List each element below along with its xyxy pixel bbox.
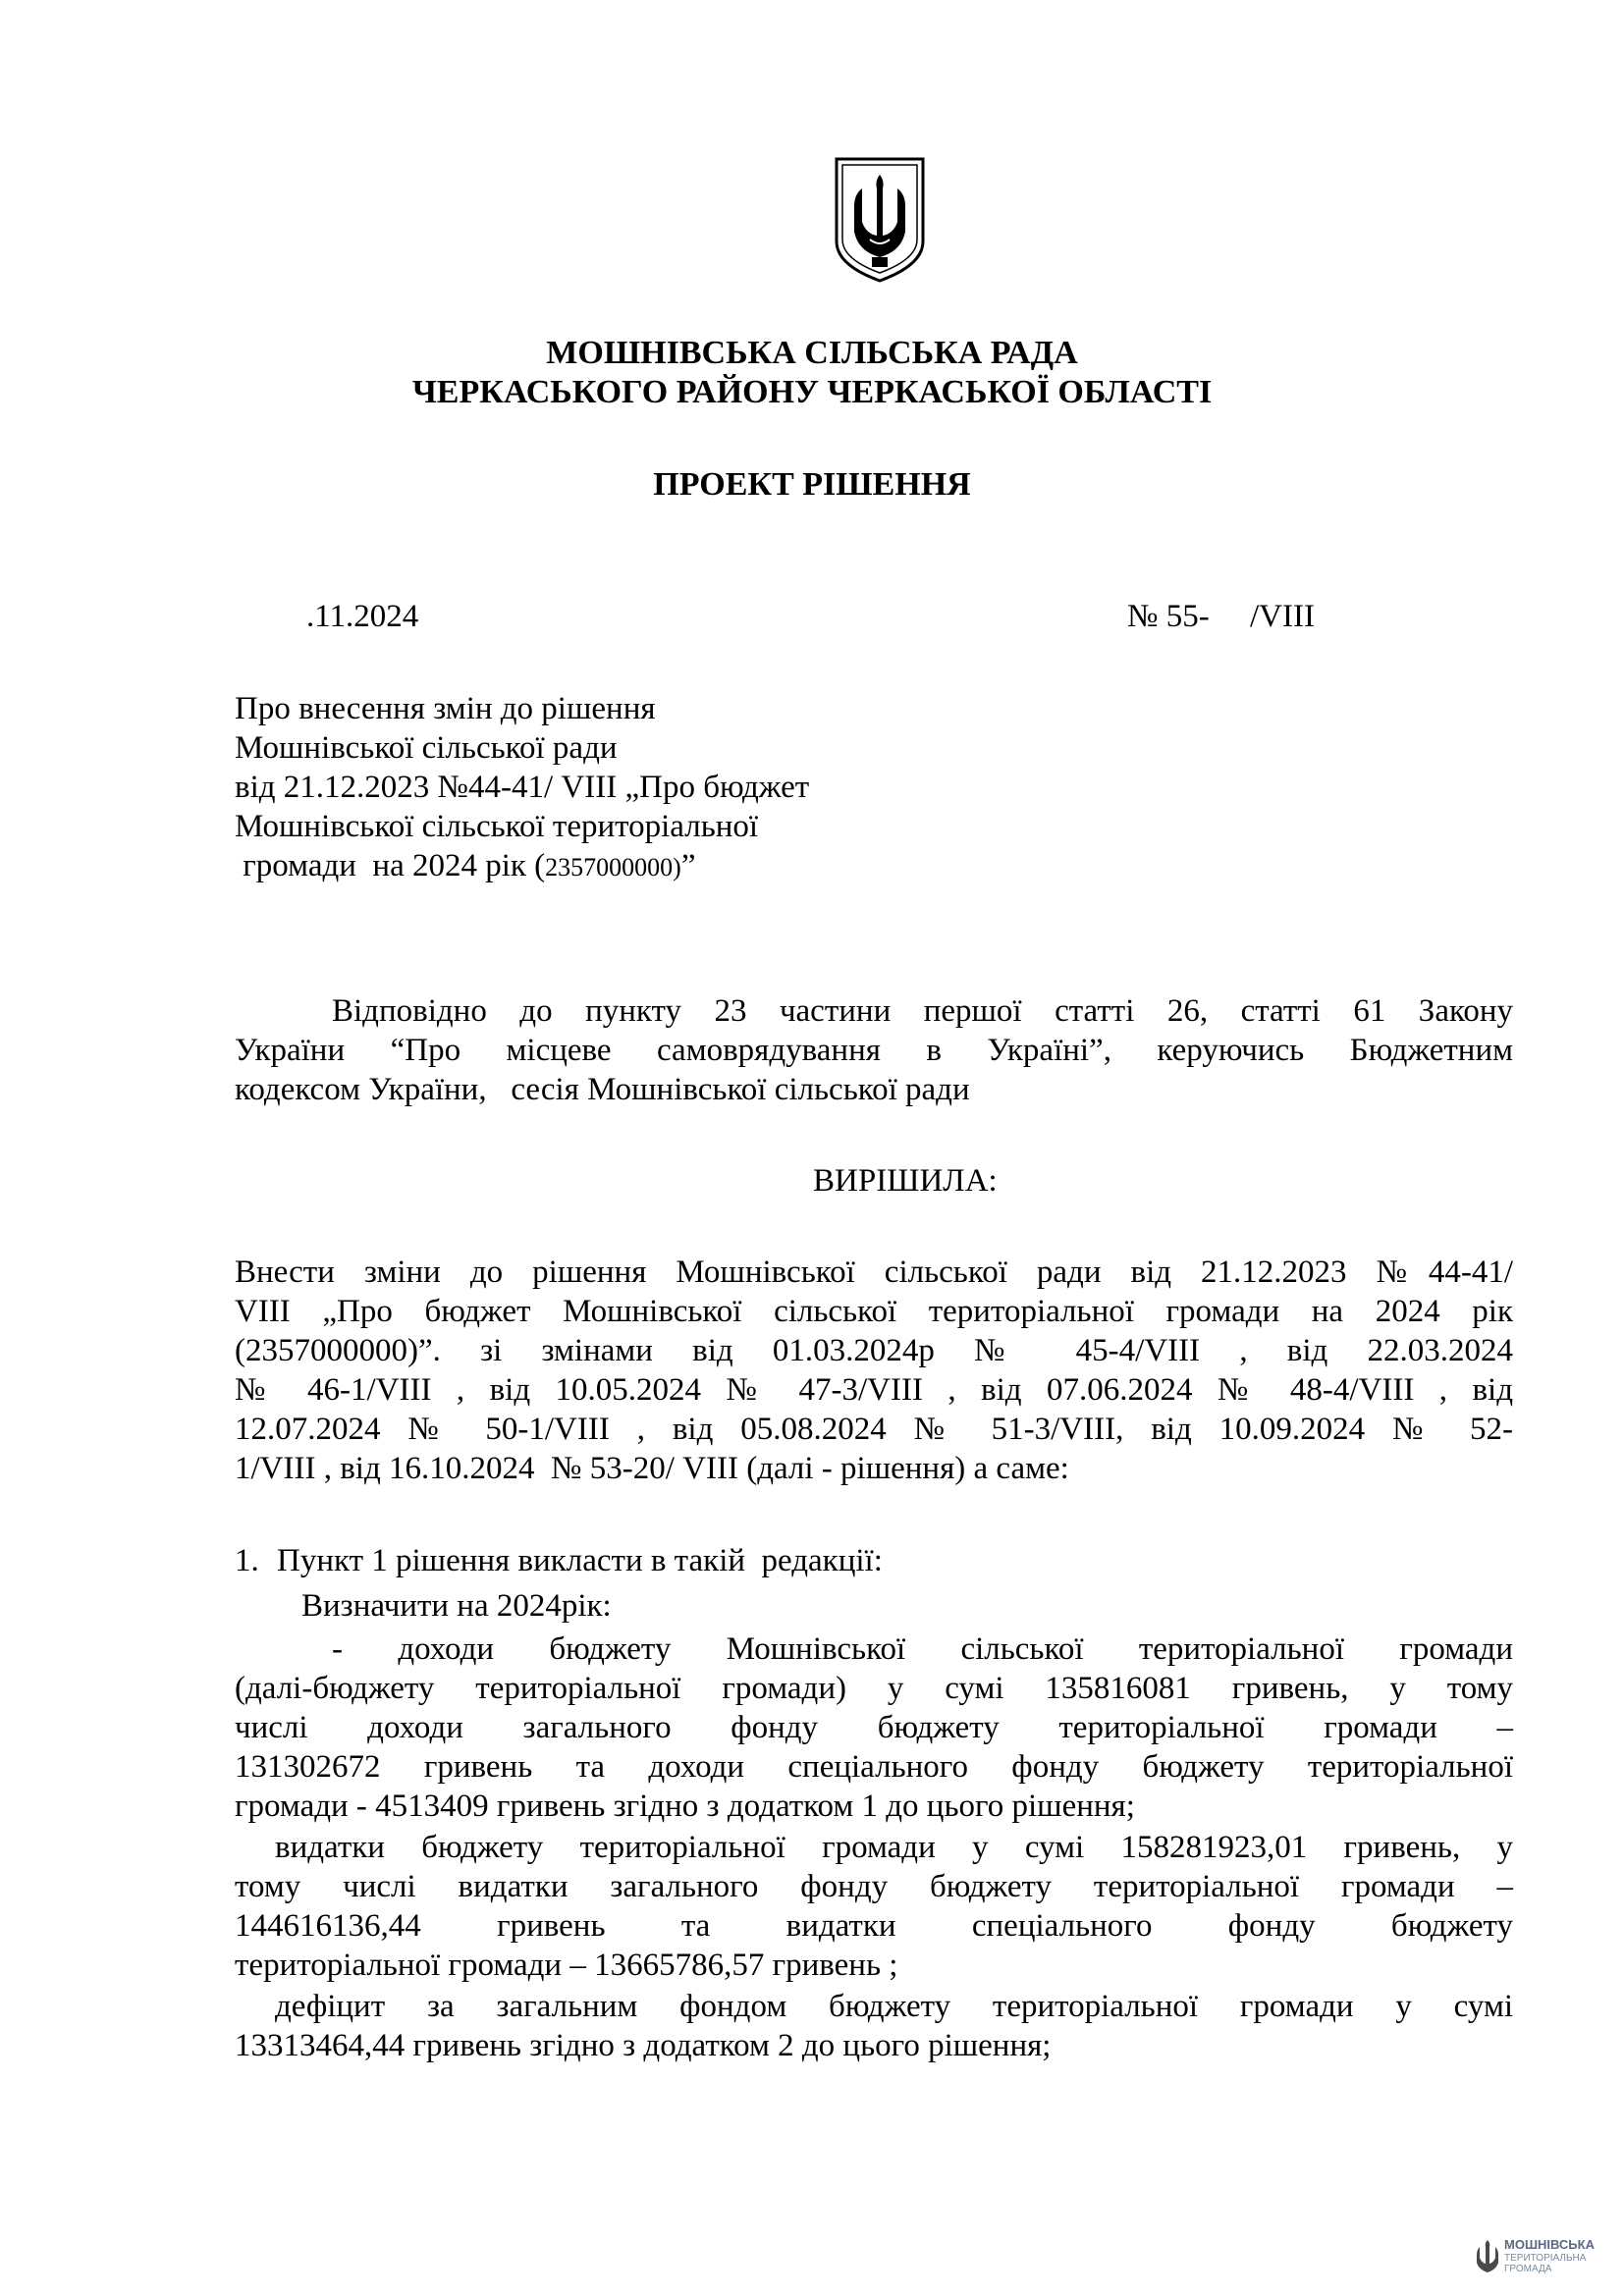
expenses-line: 144616136,44 гривень та видатки спеціального фонду бюджету [235,1908,1513,1944]
expenses-line: тому числі видатки загального фонду бюджету територіальної громади – [235,1869,1513,1904]
income-line: громади - 4513409 гривень згідно з додатком 1 до цього рішення; [235,1789,1135,1824]
coat-of-arms-icon [833,155,927,285]
income-line: (далі-бюджету територіальної громади) у сумі 135816081 гривень, у тому [235,1671,1513,1706]
logo-subtitle: ГРОМАДА [1504,2264,1552,2274]
amendment-line: № 46-1/VIII , від 10.05.2024 № 47-3/VIII , від 07.06.2024 № 48-4/VIII , від [235,1372,1513,1408]
preamble-line: Відповідно до пункту 23 частини першої статті 26, статті 61 Закону [332,993,1513,1029]
community-logo [1475,2236,1612,2281]
subject-line-text: громади на 2024 рік ( [235,848,546,883]
resolved-heading: ВИРІШИЛА: [813,1163,998,1199]
expenses-line: видатки бюджету територіальної громади у сумі 158281923,01 гривень, у [275,1830,1513,1865]
closing-quote: ” [680,848,696,883]
preamble-line: кодексом України, сесія Мошнівської сільської ради [235,1072,970,1107]
logo-subtitle: ТЕРИТОРІАЛЬНА [1504,2253,1587,2264]
subject-line: від 21.12.2023 №44-41/ VIII „Про бюджет [235,770,810,805]
subject-line [235,846,696,887]
define-heading: Визначити на 2024рік: [301,1588,612,1624]
amendment-line: (2357000000)”. зі змінами від 01.03.2024р № 45-4/VIII , від 22.03.2024 [235,1333,1513,1368]
subject-line: Мошнівської сільської територіальної [235,809,759,844]
point-number: 1. [235,1543,259,1578]
document-type: ПРОЕКТ РІШЕННЯ [653,466,971,503]
deficit-line: 13313464,44 гривень згідно з додатком 2 до цього рішення; [235,2028,1052,2063]
point-title: Пункт 1 рішення викласти в такій редакції: [277,1543,883,1578]
income-line: числі доходи загального фонду бюджету територіальної громади – [235,1710,1513,1745]
income-line: - доходи бюджету Мошнівської сільської територіальної громади [332,1631,1513,1667]
amendment-line: 1/VIII , від 16.10.2024 № 53-20/ VIII (далі - рішення) а саме: [235,1451,1069,1486]
amendment-line: VIII „Про бюджет Мошнівської сільської територіальної громади на 2024 рік [235,1294,1513,1329]
deficit-line: дефіцит за загальним фондом бюджету територіальної громади у сумі [275,1989,1513,2024]
document-number: № 55- /VIII [1127,599,1315,634]
subject-line: Про внесення змін до рішення [235,691,656,726]
preamble-line: України “Про місцеве самоврядування в Україні”, керуючись Бюджетним [235,1033,1513,1068]
expenses-line: територіальної громади – 13665786,57 гривень ; [235,1948,898,1983]
logo-title: МОШНІВСЬКА [1504,2237,1595,2252]
income-line: 131302672 гривень та доходи спеціального фонду бюджету територіальної [235,1749,1513,1785]
document-date: .11.2024 [306,599,419,634]
amendment-line: 12.07.2024 № 50-1/VIII , від 05.08.2024 № 51-3/VIII, від 10.09.2024 № 52- [235,1412,1513,1447]
amendment-line: Внести зміни до рішення Мошнівської сільської ради від 21.12.2023 №44-41/ [235,1255,1513,1290]
council-name: МОШНІВСЬКА СІЛЬСЬКА РАДА [546,335,1078,371]
budget-code: 2357000000) [545,853,681,881]
trident-icon [1475,2238,1500,2275]
subject-line: Мошнівської сільської ради [235,730,618,766]
district-name: ЧЕРКАСЬКОГО РАЙОНУ ЧЕРКАСЬКОЇ ОБЛАСТІ [411,374,1213,410]
